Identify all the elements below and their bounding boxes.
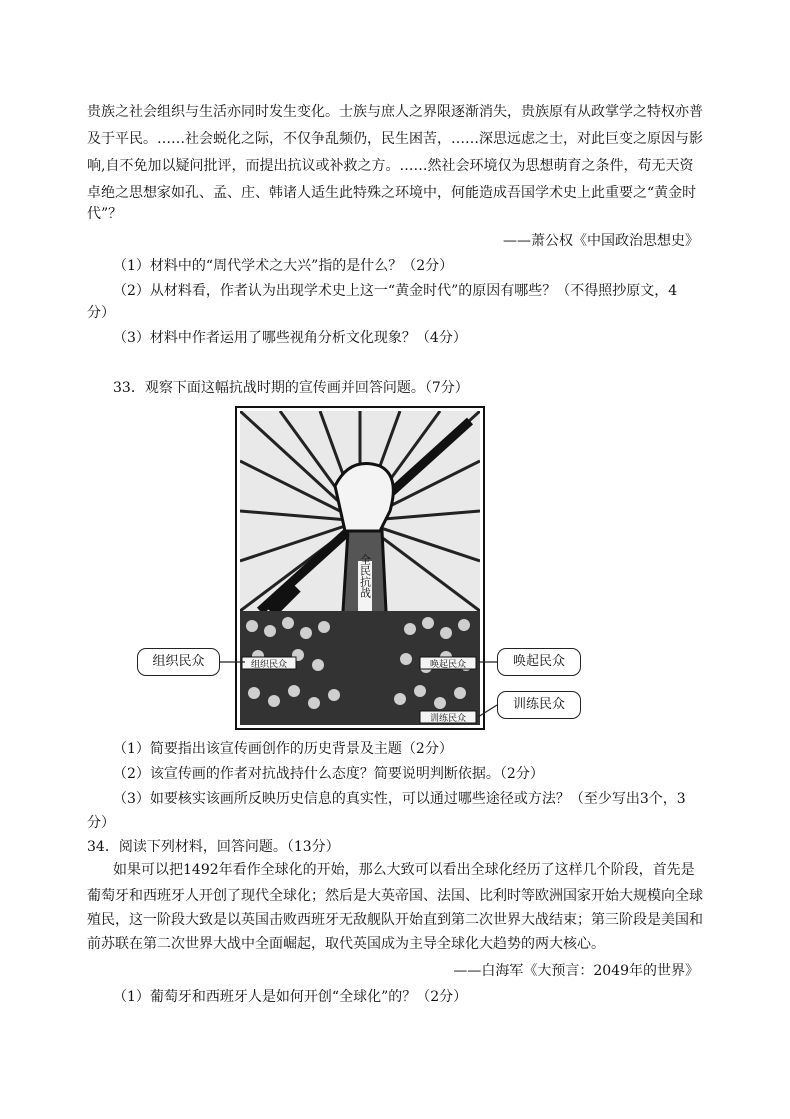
poster-banner-left: 组织民众 bbox=[250, 660, 288, 670]
q34-title: 34．阅读下列材料，回答问题。（13分） bbox=[87, 839, 340, 855]
q34-sub1: （1）葡萄牙和西班牙人是如何开创“全球化”的？（2分） bbox=[113, 989, 468, 1005]
callout-organize-people: 组织民众 bbox=[137, 648, 220, 676]
q32-sub2-line2: 分） bbox=[87, 305, 115, 321]
q33-sub2: （2）该宣传画的作者对抗战持什么态度？简要说明判断依据。（2分） bbox=[113, 766, 544, 782]
q32-sub2-line1: （2）从材料看，作者认为出现学术史上这一“黄金时代”的原因有哪些？（不得照抄原文，4 bbox=[113, 283, 678, 299]
q34-passage-line-1: 如果可以把1492年看作全球化的开始，那么大致可以看出全球化经历了这样几个阶段，首先是 bbox=[113, 862, 695, 878]
q34-citation: ——白海军《大预言：2049年的世界》 bbox=[453, 963, 699, 979]
q33-sub1: （1）简要指出该宣传画创作的历史背景及主题（2分） bbox=[113, 741, 453, 757]
q34-passage-line-2: 葡萄牙和西班牙人开创了现代全球化；然后是大英帝国、法国、比利时等欧洲国家开始大规模向全球 bbox=[87, 888, 703, 904]
q34-passage-line-3: 殖民，这一阶段大致是以英国击败西班牙无敌舰队开始直到第二次世界大战结束；第三阶段是美国和 bbox=[87, 912, 703, 928]
poster-arm-text: 全民抗战 bbox=[358, 554, 372, 598]
passage-line-4: 卓绝之思想家如孔、孟、庄、韩诸人适生此特殊之环境中，何能造成吾国学术史上此重要之“黄金时 bbox=[87, 185, 697, 201]
poster-banner-bottom: 训练民众 bbox=[429, 714, 467, 724]
passage-citation: ——萧公权《中国政治思想史》 bbox=[503, 233, 699, 249]
passage-line-1: 贵族之社会组织与生活亦同时发生变化。士族与庶人之界限逐渐消失，贵族原有从政掌学之特权亦普 bbox=[87, 104, 703, 120]
q33-sub3-line1: （3）如要核实该画所反映历史信息的真实性，可以通过哪些途径或方法？（至少写出3个，3 bbox=[113, 791, 686, 807]
q32-sub1: （1）材料中的“周代学术之大兴”指的是什么？（2分） bbox=[113, 258, 454, 274]
passage-line-5: 代”？ bbox=[87, 206, 123, 222]
q33-sub3-line2: 分） bbox=[87, 815, 115, 831]
poster-banner-right: 唤起民众 bbox=[429, 660, 467, 670]
q33-title: 33．观察下面这幅抗战时期的宣传画并回答问题。（7分） bbox=[113, 380, 469, 396]
q32-sub3: （3）材料中作者运用了哪些视角分析文化现象？（4分） bbox=[113, 330, 467, 346]
callout-arouse-people: 唤起民众 bbox=[497, 648, 581, 676]
passage-line-2: 及于平民。……社会蜕化之际，不仅争乱频仍，民生困苦，……深思远虑之士，对此巨变之原因与影 bbox=[87, 131, 703, 147]
callout-train-people: 训练民众 bbox=[497, 691, 581, 719]
q34-passage-line-4: 前苏联在第二次世界大战中全面崛起，取代英国成为主导全球化大趋势的两大核心。 bbox=[87, 936, 605, 952]
passage-line-3: 响,自不免加以疑问批评，而提出抗议或补救之方。……然社会环境仅为思想萌育之条件，苟无天资 bbox=[87, 158, 694, 174]
